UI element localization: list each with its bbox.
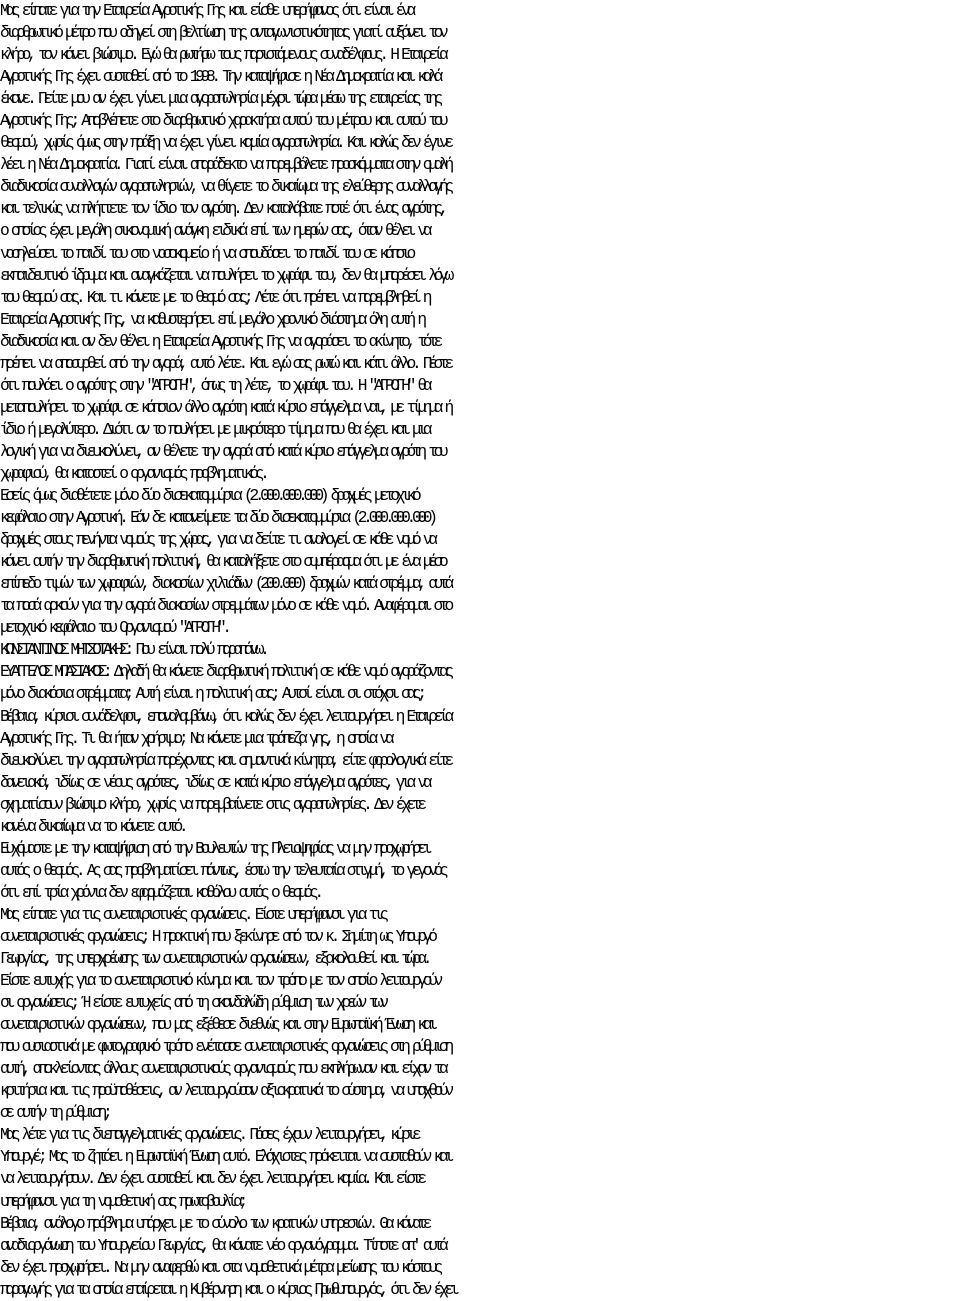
text-line: Μας είπατε για τις συνεταιριστικές οργανώσεις. Είστε υπερήφανοι για τις [0, 904, 385, 924]
text-line: συνεταιριστικές οργανώσεις; Η πρακτική που ξεκίνησε από τον κ. Σημίτη ως Υπουργό [0, 926, 434, 946]
text-line: θεσμού, χωρίς όμως στην πράξη να έχει γίνει καμία αγοραπωλησία. Και καλώς δεν έγινε [0, 133, 450, 153]
text-line: δραχμές στους πενήντα νομούς της χώρας, για να δείτε τι αναλογεί σε κάθε νομό να [0, 530, 434, 550]
text-line: κανένα δικαίωμα να το κάνετε αυτό. [0, 816, 185, 836]
text-line: κριτήρια και τις προϋποθέσεις, αν λειτουργούσαν αξιοκρατικά το σύστημα, να υπαχθούν [0, 1081, 450, 1101]
text-line: Βέβαια, ανάλογο πρόβλημα υπάρχει με το σύνολο των κρατικών υπηρεσιών. Θα κάνατε [0, 1213, 429, 1233]
text-line: ότι επί τρία χρόνια δεν εφαρμόζεται καθόλου αυτός ο θεσμός. [0, 882, 320, 902]
text-line: τα ποσά αρκούν για την αγορά διακοσίων στρεμμάτων μόνο σε κάθε νομό. Αναφέρομαι στο [0, 596, 450, 616]
text-line: Αγροτικής Γης έχει συσταθεί από το 1998. Την καταψήφισε η Νέα Δημοκρατία και καλά [0, 67, 440, 87]
text-line: χωραφιού, θα καταστεί ο οργανισμός προβληματικός. [0, 463, 266, 483]
text-line: Ευχόμαστε με την καταψήφιση από την Βουλευτών της Πλειοψηφίας να μην προχωρήσει [0, 838, 429, 858]
text-line: ΕΥΑΓΓΕΛΟΣ ΜΠΑΣΙΑΚΟΣ: Δηλαδή θα κάνετε διαρθρωτική πολιτική σε κάθε νομό αγοράζοντας [0, 662, 450, 682]
text-line: ότι πουλάει ο αγρότης στην "ΑΓΡΟΓΗ", όπως τη λέτε, το χωράφι του. Η "ΑΓΡΟΓΗ" θα [0, 375, 429, 395]
text-line: ΚΩΝΣΤΑΝΤΙΝΟΣ ΜΗΤΣΟΤΑΚΗΣ: Που είναι πολύ παραπάνω. [0, 640, 266, 660]
text-line: μεταπουλήσει το χωράφι σε κάποιον άλλο αγρότη κατά κύριο επάγγελμα ναι, με τίμημα ή [0, 397, 450, 417]
text-line: δεν έχει προχωρήσει. Να μην αναφερθώ και στα νομοθετικά μέτρα μείωσης του κόστους [0, 1257, 440, 1277]
text-line: ο οποίος έχει μεγάλη οικονομική ανάγκη ειδικά επί των ημερών σας, όταν θέλει να [0, 221, 429, 241]
text-line: δανειακά, ιδίως σε νέους αγρότες, ιδίως σε κατά κύριο επάγγελμα αγρότες, για να [0, 772, 429, 792]
text-line: αυτός ο θεσμός. Ας σας προβληματίσει πάντως, έστω την τελευταία στιγμή, το γεγονός [0, 860, 445, 880]
text-line: μετοχικό κεφάλαιο του Οργανισμού "ΑΓΡΟΓΗ". [0, 618, 228, 638]
text-line: Είστε ευτυχής για το συνεταιριστικό κίνημα και τον τρόπο με τον οποίο λειτουργούν [0, 971, 440, 991]
text-line: συνεταιριστικών οργανώσεων, που μας εξέθεσε διεθνώς και στην Ευρωπαϊκή Ένωση και [0, 1015, 434, 1035]
text-line: ίδιο ή μεγαλύτερο. Διότι αν το πουλήσει με μικρότερο τίμημα που θα έχει και μια [0, 419, 429, 439]
text-line: πρέπει να αποσυρθεί από την αγορά, αυτό λέτε. Και εγώ σας ρωτώ και κάτι άλλο. Πέστε [0, 353, 450, 373]
text-line: αυτή, αποκλείοντας άλλους συνεταιριστικούς οργανισμούς που εκπλήρωναν και είχαν τα [0, 1059, 445, 1079]
text-line: Μας λέτε για τις διεπαγγελματικές οργανώσεις. Πόσες έχουν λειτουργήσει, κύριε [0, 1125, 418, 1145]
text-line: Εταιρεία Αγροτικής Γης, να καθυστερήσει επί μεγάλο χρονικό διάστημα όλη αυτή η [0, 309, 423, 329]
text-line: Υπουργέ; Μας το ζητάει η Ευρωπαϊκή Ένωση αυτό. Ελάχιστες πρόκειται να συσταθούν και [0, 1147, 450, 1167]
text-line: διαρθρωτικό μέτρο που οδηγεί στη βελτίωση της ανταγωνιστικότητας γιατί αυξάνει τον [0, 23, 445, 43]
text-line: κεφάλαιο στην Αγροτική. Εάν δε κατανείμετε τα δύο δισεκατομμύρια (2.000.000.000) [0, 508, 434, 528]
text-line: σε αυτήν τη ρύθμιση; [0, 1103, 109, 1123]
text-line: διαδικασία συναλλαγών αγοραπωλησιών, να θίγετε το δικαίωμα της ελεύθερης συναλλαγής [0, 177, 450, 197]
text-line: Εσείς όμως διαθέτετε μόνο δύο δισεκατομμύρια (2.000.000.000) δραχμές μετοχικό [0, 486, 418, 506]
text-line: διαδικασία και αν δεν θέλει η Εταιρεία Αγροτικής Γης να αγοράσει το ακίνητο, τότε [0, 331, 440, 351]
text-line: Αγροτικής Γης; Αποβλέπετε στο διαρθρωτικό χαρακτήρα αυτού του μέτρου και αυτού του [0, 111, 445, 131]
text-line: κάνει αυτήν την διαρθρωτική πολιτική, θα καταλήξετε στο συμπέρασμα ότι με ένα μέσο [0, 552, 445, 572]
text-line: σχηματίσουν βιώσιμο κλήρο, χωρίς να παρεμβαίνετε στις αγοραπωλησίες. Δεν έχετε [0, 794, 423, 814]
text-line: Αγροτικής Γης. Τι θα ήταν χρήσιμο; Να κάνετε μια τράπεζα γης, η οποία να [0, 728, 391, 748]
text-line: αναδιοργάνωση του Υπουργείου Γεωργίας, θα κάνατε νέο οργανόγραμμα. Τίποτε απ' αυτά [0, 1235, 445, 1255]
text-line: λογική για να διευκολύνει, αν θέλετε την αγορά από κατά κύριο επάγγελμα αγρότη του [0, 441, 445, 461]
text-line: υπερήφανοι για τη νομοθετική σας πρωτοβουλία; [0, 1191, 244, 1211]
text-line: παραγωγής για τα οποία επαίρεται η Κυβέρνηση και ο κύριος Πρωθυπουργός, ότι δεν έχει [0, 1279, 456, 1299]
text-line: κλήρο, τον κάνει βιώσιμο. Εγώ θα ρωτήσω τους παριστάμενους συναδέλφους. Η Εταιρεία [0, 45, 445, 65]
text-line: Μας είπατε για την Εταιρεία Αγροτικής Γης και είσθε υπερήφανος ότι είναι ένα [0, 1, 412, 20]
text-line: έκανε. Πείτε μου αν έχει γίνει μια αγοραπωλησία μέχρι τώρα μέσω της εταιρείας της [0, 89, 440, 109]
text-line: Γεωργίας, της υπερχρέωσης των συνεταιριστικών οργανώσεων, εξακολουθεί και τώρα. [0, 949, 429, 969]
text-line: διευκολύνει την αγοραπωλησία παρέχοντας και σημαντικά κίνητρα, είτε φορολογικά είτε [0, 750, 450, 770]
text-line: επίπεδο τιμών των χωραφιών, διακοσίων χιλιάδων (200.000) δραχμών κατά στρέμμα, αυτά [0, 574, 450, 594]
text-line: και τελικώς να πλήττετε τον ίδιο τον αγρότη. Δεν καταλάβατε ποτέ ότι ένας αγρότης, [0, 199, 445, 219]
text-line: εκπαιδευτικό ίδρυμα και αναγκάζεται να πουλήσει το χωράφι του, δεν θα μπορέσει λόγω [0, 265, 450, 285]
text-line: οι οργανώσεις; Ή είστε ευτυχείς από τη σκανδαλώδη ρύθμιση των χρεών των [0, 993, 385, 1013]
text-line: του θεσμού σας. Και τι κάνετε με το θεσμό σας; Λέτε ότι πρέπει να παρεμβληθεί η [0, 287, 429, 307]
text-line: νοσηλεύσει το παιδί του στο νοσοκομείο ή να σπουδάσει το παιδί του σε κάποιο [0, 243, 412, 263]
text-line: που ουσιαστικά με φωτογραφικό τρόπο ενέτασσε συνεταιριστικές οργανώσεις στη ρύθμιση [0, 1037, 450, 1057]
text-line: να λειτουργήσουν. Δεν έχει συσταθεί και δεν έχει λειτουργήσει καμία. Και είστε [0, 1169, 423, 1189]
text-line: Βέβαια, κύριοι συνάδελφοι, επαναλαμβάνω, ότι καλώς δεν έχει λειτουργήσει η Εταιρεία [0, 706, 450, 726]
text-line: λέει η Νέα Δημοκρατία. Γιατί είναι απαράδεκτο να παρεμβάλετε προσκόμματα στην ομαλή [0, 155, 450, 175]
text-line: μόνο διακόσια στρέμματα; Αυτή είναι η πολιτική σας; Αυτοί είναι οι στόχοι σας; [0, 684, 423, 704]
